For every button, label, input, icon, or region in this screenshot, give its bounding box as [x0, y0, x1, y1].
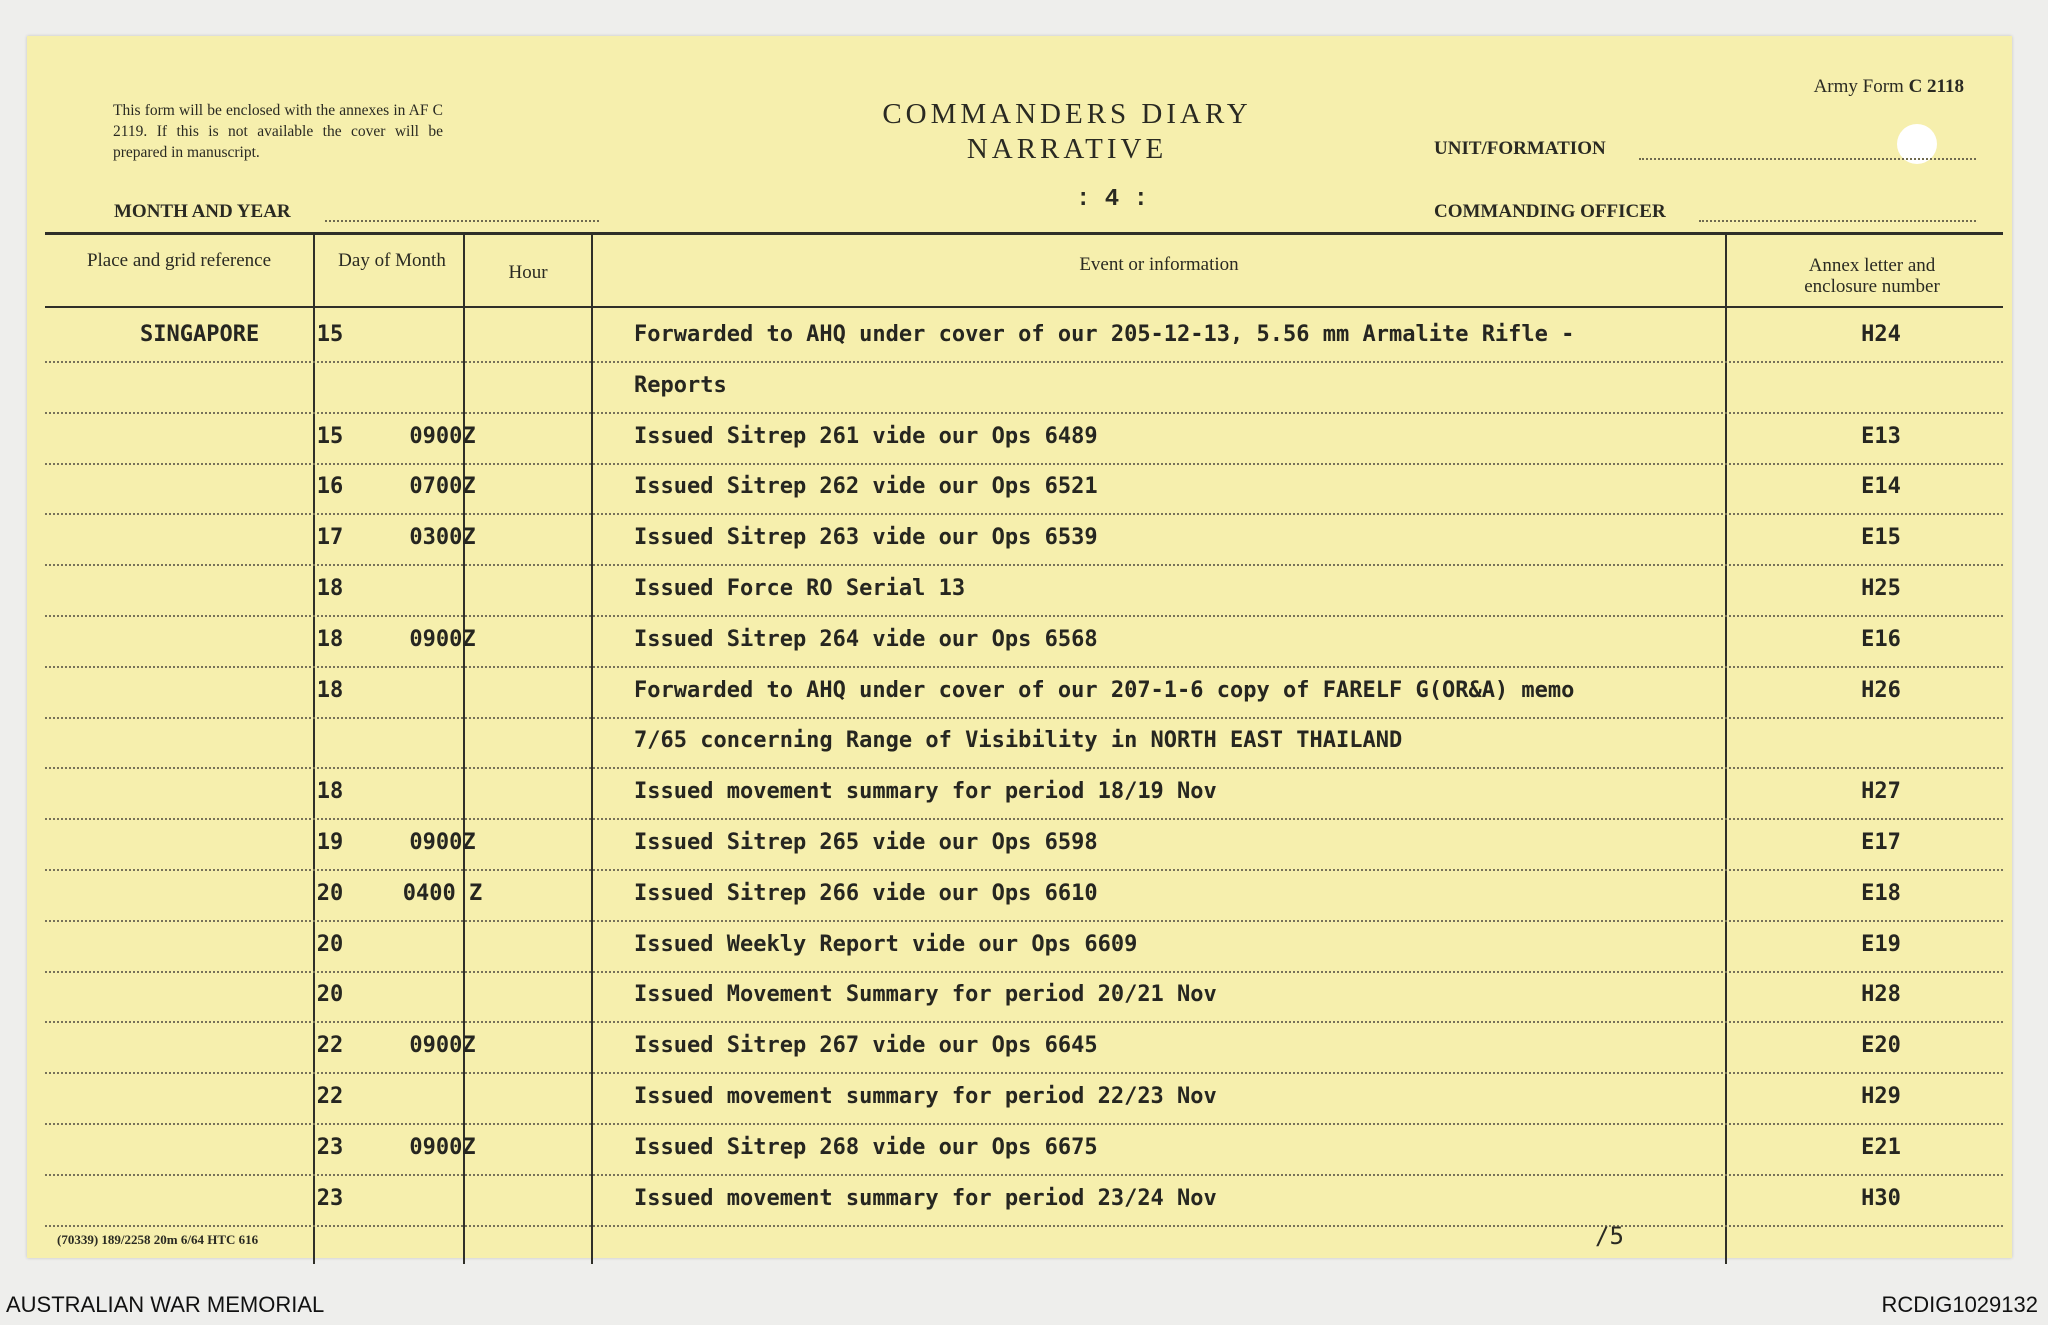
table-row: [45, 1072, 2003, 1125]
commanding-officer-label: COMMANDING OFFICER: [1434, 201, 1666, 222]
table-row: [45, 1123, 2003, 1176]
unit-formation-field: [1639, 158, 1976, 160]
army-form-number: [1814, 76, 1964, 98]
annex-cell: H27: [1861, 779, 1901, 805]
event-cell: Issued Sitrep 263 vide our Ops 6539: [634, 525, 1098, 551]
annex-cell: E21: [1861, 1134, 1901, 1160]
header-hour: Hour: [508, 262, 548, 283]
table-row: [45, 615, 2003, 668]
army-form-code: C 2118: [1908, 76, 1964, 97]
hour-cell: 0700Z: [409, 474, 476, 500]
table-row: [45, 462, 2003, 515]
annex-cell: H26: [1861, 677, 1901, 703]
annex-cell: E19: [1861, 931, 1901, 957]
commanding-officer-field: [1699, 220, 1976, 222]
day-cell: 19: [316, 830, 344, 855]
table-row: [45, 767, 2003, 820]
annex-cell: H25: [1861, 576, 1901, 601]
event-cell: Issued Sitrep 265 vide our Ops 6598: [634, 830, 1098, 855]
hour-cell: 0900Z: [409, 830, 476, 855]
table-row: [45, 920, 2003, 973]
day-cell: 15: [316, 423, 344, 449]
day-cell: 18: [316, 677, 344, 703]
table-row: [45, 1174, 2003, 1227]
annex-cell: H30: [1861, 1185, 1901, 1211]
record-id: RCDIG1029132: [1881, 1292, 2038, 1317]
table-row: [45, 716, 2003, 769]
table-row: [45, 310, 2003, 363]
event-cell: Forwarded to AHQ under cover of our 205-12-13, 5.56 mm Armalite Rifle -: [634, 322, 1575, 347]
day-cell: 22: [316, 1084, 344, 1109]
header-day: Day of Month: [338, 250, 446, 271]
table-row: [45, 513, 2003, 566]
table-row: [45, 564, 2003, 617]
hour-cell: 0400 Z: [402, 880, 483, 906]
annex-cell: E16: [1861, 626, 1901, 652]
annex-cell: E13: [1861, 423, 1901, 449]
form-title: COMMANDERS DIARY: [882, 98, 1252, 130]
day-cell: 23: [316, 1134, 344, 1160]
event-cell: Issued Sitrep 262 vide our Ops 6521: [634, 474, 1098, 500]
header-annex: Annex letter and enclosure number: [1804, 255, 1940, 297]
annex-cell: E15: [1861, 525, 1901, 551]
hour-cell: 0900Z: [409, 1134, 476, 1160]
hour-cell: 0300Z: [409, 525, 476, 551]
month-year-field: [325, 220, 599, 222]
day-cell: 20: [316, 931, 344, 957]
event-cell: Issued Force RO Serial 13: [634, 576, 966, 601]
hour-cell: 0900Z: [409, 1033, 476, 1059]
table-row: [45, 361, 2003, 414]
day-cell: 18: [316, 626, 344, 652]
table-row: [45, 818, 2003, 871]
day-cell: 16: [316, 474, 344, 500]
diary-sheet: [27, 36, 2012, 1258]
event-cell: Forwarded to AHQ under cover of our 207-1-6 copy of FARELF G(OR&A) memo: [634, 677, 1575, 703]
table-row: [45, 869, 2003, 922]
event-cell: Issued Sitrep 264 vide our Ops 6568: [634, 626, 1098, 652]
day-cell: 18: [316, 576, 344, 601]
day-cell: 23: [316, 1185, 344, 1211]
event-cell: Issued movement summary for period 18/19 Nov: [634, 779, 1217, 805]
annex-cell: H28: [1861, 982, 1901, 1008]
day-cell: 17: [316, 525, 344, 551]
place-cell: SINGAPORE: [140, 322, 260, 347]
annex-cell: E14: [1861, 474, 1901, 500]
annex-cell: H24: [1861, 322, 1901, 347]
header-event: Event or information: [1079, 254, 1239, 275]
hour-cell: 0900Z: [409, 626, 476, 652]
hour-cell: 0900Z: [409, 423, 476, 449]
table-row: [45, 1021, 2003, 1074]
event-cell: Issued movement summary for period 22/23 Nov: [634, 1084, 1217, 1109]
form-subtitle: NARRATIVE: [966, 133, 1168, 165]
event-cell: Issued Sitrep 268 vide our Ops 6675: [634, 1134, 1098, 1160]
form-notice: This form will be enclosed with the annexes in AF C 2119. If this is not available the cover will be prepared in manuscript.: [113, 102, 443, 161]
table-top-rule: [45, 232, 2003, 235]
table-row: [45, 970, 2003, 1023]
table-row: [45, 666, 2003, 719]
event-cell: Issued Weekly Report vide our Ops 6609: [634, 931, 1138, 957]
day-cell: 22: [316, 1033, 344, 1059]
table-row: [45, 412, 2003, 465]
continuation-mark: /5: [1595, 1222, 1624, 1250]
print-code: (70339) 189/2258 20m 6/64 HTC 616: [57, 1232, 259, 1247]
month-year-label: MONTH AND YEAR: [114, 201, 291, 222]
page-number: : 4 :: [1075, 186, 1148, 213]
day-cell: 18: [316, 779, 344, 805]
event-cell: Issued Sitrep 267 vide our Ops 6645: [634, 1033, 1098, 1059]
annex-cell: E18: [1861, 880, 1901, 906]
event-cell: Issued Sitrep 266 vide our Ops 6610: [634, 880, 1098, 906]
header-place: Place and grid reference: [86, 250, 272, 271]
event-cell: Issued movement summary for period 23/24 Nov: [634, 1185, 1217, 1211]
day-cell: 20: [316, 880, 344, 906]
event-cell: Issued Sitrep 261 vide our Ops 6489: [634, 423, 1098, 449]
day-cell: 20: [316, 982, 344, 1008]
event-cell: Reports: [634, 372, 727, 398]
army-form-prefix: Army Form: [1813, 76, 1904, 97]
event-cell: 7/65 concerning Range of Visibility in NORTH EAST THAILAND: [634, 728, 1403, 754]
day-cell: 15: [316, 322, 344, 347]
annex-cell: H29: [1861, 1084, 1901, 1109]
annex-cell: E17: [1861, 830, 1901, 855]
annex-cell: E20: [1861, 1033, 1901, 1059]
source-credit: AUSTRALIAN WAR MEMORIAL: [6, 1292, 325, 1317]
unit-formation-label: UNIT/FORMATION: [1434, 138, 1606, 159]
event-cell: Issued Movement Summary for period 20/21 Nov: [634, 982, 1217, 1008]
header-bottom-rule: [45, 306, 2003, 308]
